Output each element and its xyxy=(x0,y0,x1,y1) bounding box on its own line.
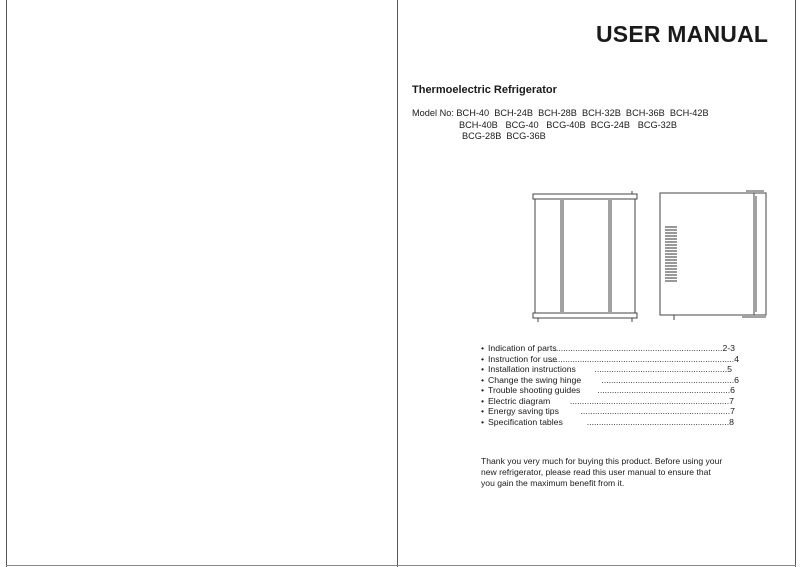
toc-page: ......................................................................2-3 xyxy=(553,343,735,353)
toc-page: ...........................................................8 xyxy=(586,416,734,427)
toc-page: ..............................................................7 xyxy=(580,406,735,416)
thank-you-note xyxy=(481,456,753,489)
toc-page: ..................................................................7 xyxy=(569,395,734,406)
manual-title: USER MANUAL xyxy=(596,21,769,47)
bullet: • xyxy=(481,353,485,364)
left-page-border xyxy=(6,0,7,567)
page-bottom-line xyxy=(6,565,796,566)
toc-title: Trouble shooting guides xyxy=(488,385,581,395)
toc-title: Installation instructions xyxy=(488,364,576,374)
thanks-line: Thank you very much for buying this product. Before using your xyxy=(481,456,723,466)
page-fold-line xyxy=(397,0,398,567)
bullet: • xyxy=(481,385,485,395)
toc-page: .............................................................................4 xyxy=(548,353,739,364)
bullet: • xyxy=(481,395,485,406)
toc-title: Instruction for use xyxy=(488,353,558,364)
toc-title: Energy saving tips xyxy=(488,406,559,416)
right-page-border xyxy=(795,0,796,567)
toc-item xyxy=(481,417,743,428)
bullet: • xyxy=(481,364,485,374)
thanks-line: new refrigerator, please read this user manual to ensure that xyxy=(481,467,711,477)
toc-page: .......................................................6 xyxy=(601,374,739,385)
fridge-side-illustration xyxy=(656,186,770,326)
bullet: • xyxy=(481,343,485,353)
toc-item xyxy=(481,406,743,417)
toc-title: Indication of parts xyxy=(488,343,557,353)
bullet: • xyxy=(481,416,485,427)
toc-item xyxy=(481,364,743,375)
model-line-2: BCH-40B BCG-40 BCG-40B BCG-24B BCG-32B xyxy=(459,120,678,130)
toc-item xyxy=(481,385,743,396)
toc-item xyxy=(481,375,743,386)
bullet: • xyxy=(481,406,485,416)
toc-item xyxy=(481,343,743,354)
toc-title: Specification tables xyxy=(488,416,563,427)
fridge-front-illustration xyxy=(528,190,642,325)
toc-title: Change the swing hinge xyxy=(488,374,582,385)
toc-page: .......................................................5 xyxy=(594,364,732,374)
toc-page: .......................................................6 xyxy=(597,385,735,395)
model-line-3: BCG-28B BCG-36B xyxy=(462,131,546,141)
toc-item xyxy=(481,354,743,365)
model-line-1: Model No: BCH-40 BCH-24B BCH-28B BCH-32B BCH-36B BCH-42B xyxy=(412,108,709,118)
toc-title: Electric diagram xyxy=(488,395,551,406)
product-name: Thermoelectric Refrigerator xyxy=(412,84,557,96)
toc-item xyxy=(481,396,743,407)
thanks-line: you gain the maximum benefit from it. xyxy=(481,478,625,488)
bullet: • xyxy=(481,374,485,385)
table-of-contents xyxy=(481,343,743,427)
